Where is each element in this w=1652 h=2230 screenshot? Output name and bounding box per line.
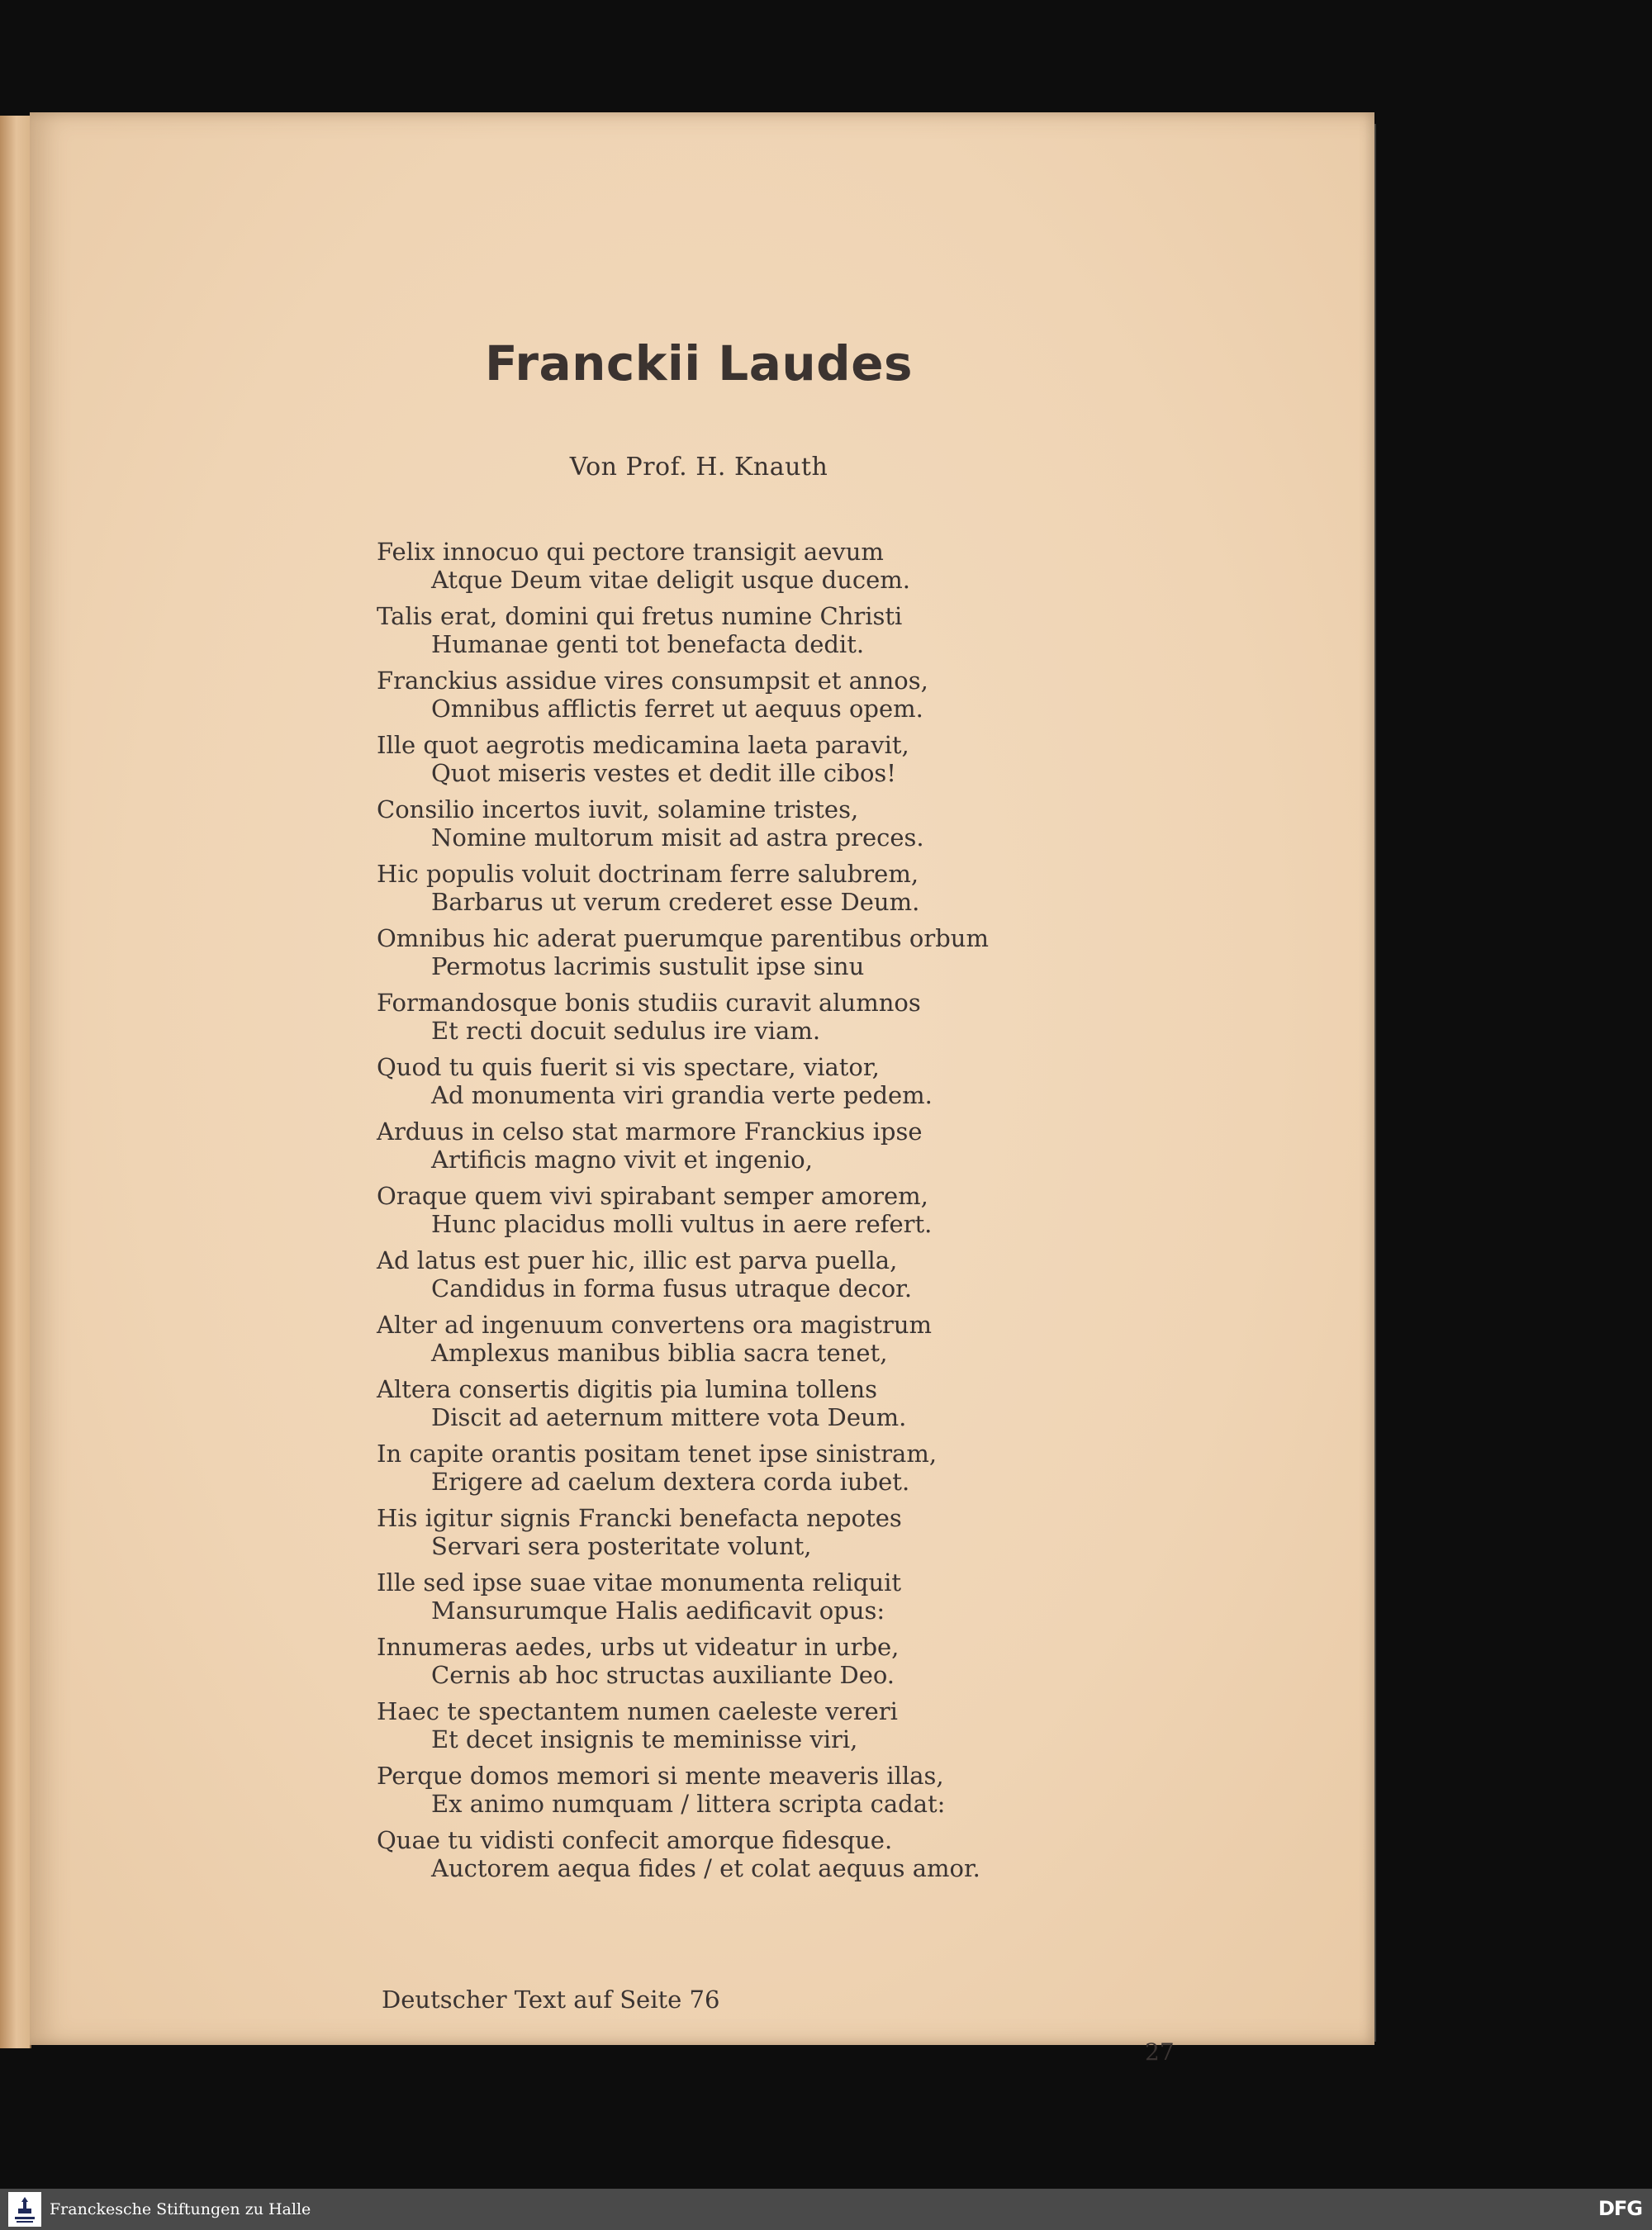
poem-stanza <box>377 1762 1104 1818</box>
poem-stanza <box>377 989 1104 1045</box>
poem-line: Haec te spectantem numen caeleste vereri <box>377 1697 898 1725</box>
author-line: Von Prof. H. Knauth <box>569 453 828 482</box>
poem-line: Perque domos memori si mente meaveris illas, <box>377 1762 944 1790</box>
viewer-footer-bar <box>0 2189 1652 2230</box>
poem-line: Auctorem aequa fides / et colat aequus amor. <box>431 1854 980 1882</box>
poem-stanza <box>377 1053 1104 1109</box>
poem-stanza <box>377 1633 1104 1689</box>
poem-stanza <box>377 1697 1104 1753</box>
poem-line: Discit ad aeternum mittere vota Deum. <box>431 1403 907 1431</box>
poem-stanza <box>377 1182 1104 1238</box>
poem-line: Innumeras aedes, urbs ut videatur in urbe, <box>377 1633 900 1661</box>
poem-line: Arduus in celso stat marmore Franckius ipse <box>377 1117 923 1146</box>
poem-line: Permotus lacrimis sustulit ipse sinu <box>431 952 865 980</box>
poem-line: Hunc placidus molli vultus in aere refert. <box>431 1210 933 1238</box>
poem-line: Atque Deum vitae deligit usque ducem. <box>431 566 911 594</box>
poem-line: Talis erat, domini qui fretus numine Christi <box>377 602 903 630</box>
page-number: 27 <box>1145 2038 1175 2066</box>
poem-line: Et recti docuit sedulus ire viam. <box>431 1017 821 1045</box>
poem-line: Alter ad ingenuum convertens ora magistrum <box>377 1311 933 1339</box>
poem-stanza <box>377 731 1104 787</box>
poem-line: Humanae genti tot benefacta dedit. <box>431 630 865 658</box>
poem-line: Consilio incertos iuvit, solamine tristes, <box>377 795 859 823</box>
poem-line: Quae tu vidisti confecit amorque fidesque. <box>377 1826 893 1854</box>
poem-stanza <box>377 1504 1104 1560</box>
poem-line: Mansurumque Halis aedificavit opus: <box>431 1597 885 1625</box>
poem-line: Amplexus manibus biblia sacra tenet, <box>431 1339 888 1367</box>
poem-stanza <box>377 538 1104 594</box>
poem-line: Servari sera posteritate volunt, <box>431 1532 812 1560</box>
book-page <box>30 112 1374 2066</box>
poem-stanza <box>377 1246 1104 1302</box>
poem-stanza <box>377 1568 1104 1625</box>
poem-stanza <box>377 1826 1104 1882</box>
poem-line: Franckius assidue vires consumpsit et annos, <box>377 667 928 695</box>
footnote: Deutscher Text auf Seite 76 <box>382 1986 720 2014</box>
poem <box>377 538 1104 1891</box>
poem-line: Nomine multorum misit ad astra preces. <box>431 823 924 852</box>
poem-line: Omnibus hic aderat puerumque parentibus orbum <box>377 924 989 952</box>
poem-stanza <box>377 1117 1104 1174</box>
poem-line: Erigere ad caelum dextera corda iubet. <box>431 1468 910 1496</box>
poem-line: Omnibus afflictis ferret ut aequus opem. <box>431 695 923 723</box>
poem-line: Altera consertis digitis pia lumina tollens <box>377 1375 878 1403</box>
poem-stanza <box>377 860 1104 916</box>
poem-stanza <box>377 1375 1104 1431</box>
poem-line: Formandosque bonis studiis curavit alumnos <box>377 989 921 1017</box>
page-title: Franckii Laudes <box>484 335 914 391</box>
institution-label[interactable]: Franckesche Stiftungen zu Halle <box>50 2200 311 2218</box>
poem-stanza <box>377 602 1104 658</box>
poem-line: Quot miseris vestes et dedit ille cibos! <box>431 759 896 787</box>
poem-stanza <box>377 667 1104 723</box>
poem-line: Candidus in forma fusus utraque decor. <box>431 1274 913 1302</box>
poem-line: In capite orantis positam tenet ipse sinistram, <box>377 1440 938 1468</box>
poem-stanza <box>377 1440 1104 1496</box>
poem-stanza <box>377 924 1104 980</box>
poem-line: Et decet insignis te meminisse viri, <box>431 1725 858 1753</box>
poem-line: His igitur signis Francki benefacta nepotes <box>377 1504 902 1532</box>
poem-line: Ille quot aegrotis medicamina laeta paravit, <box>377 731 909 759</box>
poem-line: Hic populis voluit doctrinam ferre salubrem, <box>377 860 919 888</box>
left-page-edge <box>0 116 31 2048</box>
poem-line: Felix innocuo qui pectore transigit aevum <box>377 538 884 566</box>
poem-line: Quod tu quis fuerit si vis spectare, viator, <box>377 1053 880 1081</box>
poem-line: Barbarus ut verum crederet esse Deum. <box>431 888 920 916</box>
poem-line: Ex animo numquam / littera scripta cadat: <box>431 1790 946 1818</box>
poem-line: Ille sed ipse suae vitae monumenta reliquit <box>377 1568 902 1597</box>
poem-line: Artificis magno vivit et ingenio, <box>431 1146 813 1174</box>
poem-line: Oraque quem vivi spirabant semper amorem, <box>377 1182 928 1210</box>
institution-logo-icon[interactable] <box>8 2192 41 2227</box>
poem-stanza <box>377 1311 1104 1367</box>
poem-line: Ad latus est puer hic, illic est parva puella, <box>377 1246 898 1274</box>
poem-line: Cernis ab hoc structas auxiliante Deo. <box>431 1661 895 1689</box>
poem-line: Ad monumenta viri grandia verte pedem. <box>431 1081 933 1109</box>
dfg-logo[interactable]: DFG <box>1597 2197 1642 2220</box>
poem-stanza <box>377 795 1104 852</box>
